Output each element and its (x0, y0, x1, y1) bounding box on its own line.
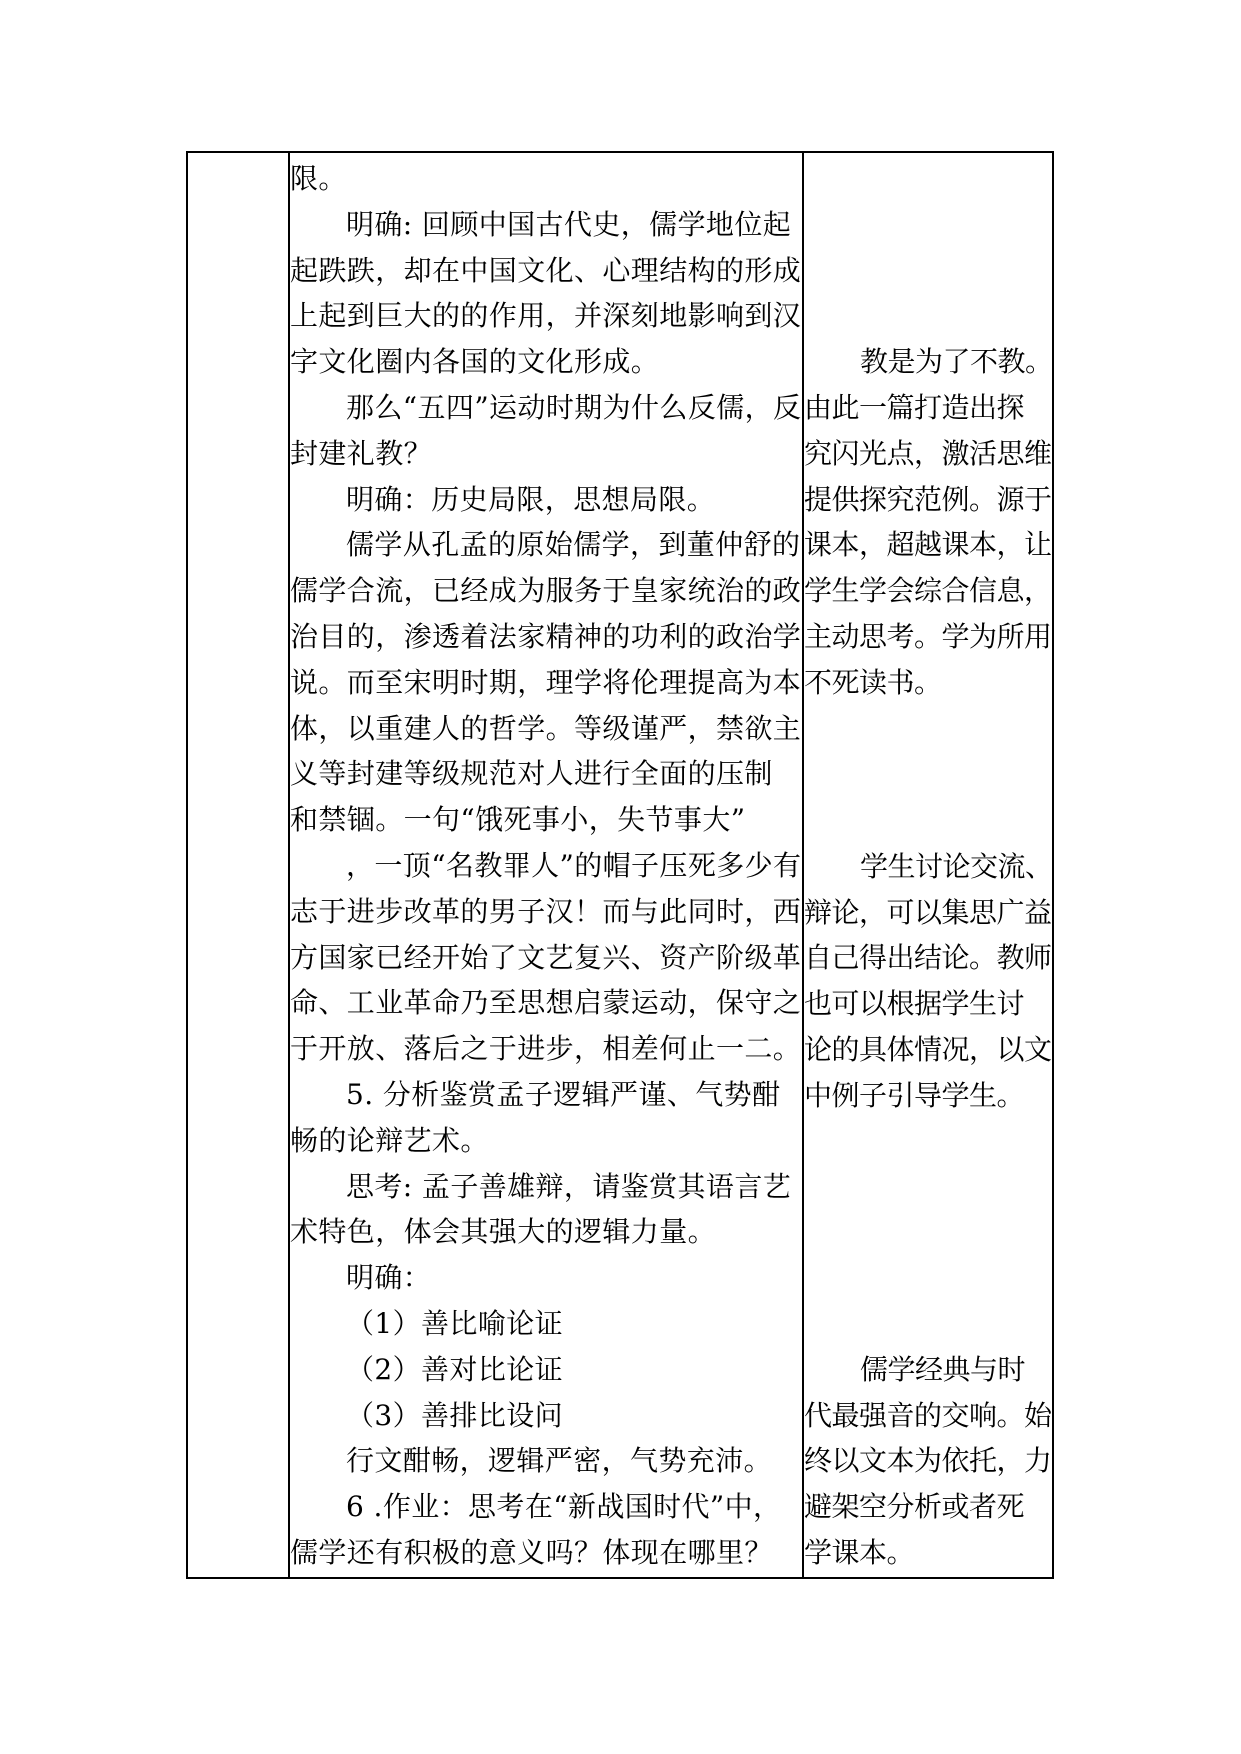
paragraph (290, 843, 802, 1072)
note-line: 也可以根据学生讨 (804, 987, 1025, 1021)
paragraph (290, 1072, 802, 1164)
text-line: 志于进步改革的男子汉！而与此同时，西 (290, 894, 802, 928)
text-line: 5. 分析鉴赏孟子逻辑严谨、气势酣 (346, 1077, 781, 1111)
paragraph (290, 1164, 802, 1256)
text-line: 说。而至宋明时期，理学将伦理提高为本 (290, 665, 802, 699)
text-line: 儒学合流，已经成为服务于皇家统治的政 (290, 574, 802, 608)
design-note-3 (804, 1347, 1052, 1576)
note-line: 辩论，可以集思广益 (804, 895, 1052, 929)
text-line: （1）善比喻论证 (346, 1306, 564, 1340)
design-note-2 (804, 844, 1052, 1119)
text-line: 行文酣畅，逻辑严密，气势充沛。 (346, 1444, 773, 1478)
note-line: 学生讨论交流、 (860, 849, 1053, 883)
paragraph (290, 1255, 802, 1301)
note-line: 学生学会综合信息， (804, 574, 1052, 608)
note-line: 避架空分析或者死 (804, 1490, 1025, 1524)
text-line: 思考: 孟子善雄辩，请鉴赏其语言艺 (346, 1169, 792, 1203)
note-line: 代最强音的交响。始 (804, 1398, 1052, 1432)
paragraph (290, 1484, 802, 1576)
paragraph (290, 522, 802, 843)
note-line: 儒学经典与时 (860, 1352, 1026, 1386)
text-line: 命、工业革命乃至思想启蒙运动，保守之 (290, 986, 802, 1020)
paragraph (290, 1301, 802, 1347)
text-line: 治目的，渗透着法家精神的功利的政治学 (290, 619, 802, 653)
note-line: 学课本。 (804, 1535, 915, 1569)
paragraph (290, 156, 802, 202)
text-line: （2）善对比论证 (346, 1352, 564, 1386)
design-note-1 (804, 339, 1052, 705)
table-column-left (188, 153, 290, 1577)
text-line: 于开放、落后之于进步，相差何止一二。 (290, 1032, 802, 1066)
text-line: 明确: 回顾中国古代史，儒学地位起 (346, 207, 792, 241)
text-line: 义等封建等级规范对人进行全面的压制 (290, 757, 773, 791)
note-line: 教是为了不教。 (860, 345, 1053, 379)
text-line: 体，以重建人的哲学。等级谨严，禁欲主 (290, 711, 802, 745)
note-line: 中例子引导学生。 (804, 1078, 1025, 1112)
note-line: 自己得出结论。教师 (804, 941, 1052, 975)
text-line: 儒学从孔孟的原始儒学，到董仲舒的 (346, 528, 801, 562)
text-line: 术特色，体会其强大的逻辑力量。 (290, 1215, 717, 1249)
note-line: 不死读书。 (804, 665, 942, 699)
notes-column (804, 153, 1052, 1577)
lesson-plan-table (186, 151, 1054, 1579)
text-line: 起跌跌，却在中国文化、心理结构的形成 (290, 253, 802, 287)
text-line: 明确：历史局限，思想局限。 (346, 482, 716, 516)
text-line: 限。 (290, 162, 347, 195)
paragraph (290, 477, 802, 523)
paragraph (290, 1347, 802, 1393)
note-line: 究闪光点，激活思维 (804, 436, 1052, 470)
text-line: 6 .作业：思考在“新战国时代”中， (346, 1490, 782, 1524)
paragraph (290, 1393, 802, 1439)
text-line: （3）善排比设问 (346, 1398, 564, 1432)
main-column (290, 153, 804, 1577)
text-line: 方国家已经开始了文艺复兴、资产阶级革 (290, 940, 802, 974)
note-line: 主动思考。学为所用 (804, 619, 1052, 653)
paragraph (290, 1438, 802, 1484)
text-line: 儒学还有积极的意义吗？体现在哪里？ (290, 1535, 773, 1569)
text-line: 和禁锢。一句“饿死事小，失节事大” (290, 803, 746, 837)
text-line: 字文化圈内各国的文化形成。 (290, 345, 660, 379)
text-line: 那么“五四”运动时期为什么反儒，反 (346, 390, 802, 424)
note-line: 论的具体情况，以文 (804, 1032, 1052, 1066)
note-line: 终以文本为依托，力 (804, 1444, 1052, 1478)
text-line: 上起到巨大的的作用，并深刻地影响到汉 (290, 299, 802, 333)
paragraph (290, 202, 802, 385)
text-line: 明确： (346, 1261, 432, 1295)
note-line: 由此一篇打造出探 (804, 390, 1025, 424)
text-line: 封建礼教？ (290, 436, 433, 470)
note-line: 课本，超越课本，让 (804, 528, 1052, 562)
text-line: ，一顶“名教罪人”的帽子压死多少有 (346, 848, 802, 882)
text-line: 畅的论辩艺术。 (290, 1123, 489, 1157)
note-line: 提供探究范例。源于 (804, 482, 1052, 516)
paragraph (290, 385, 802, 477)
